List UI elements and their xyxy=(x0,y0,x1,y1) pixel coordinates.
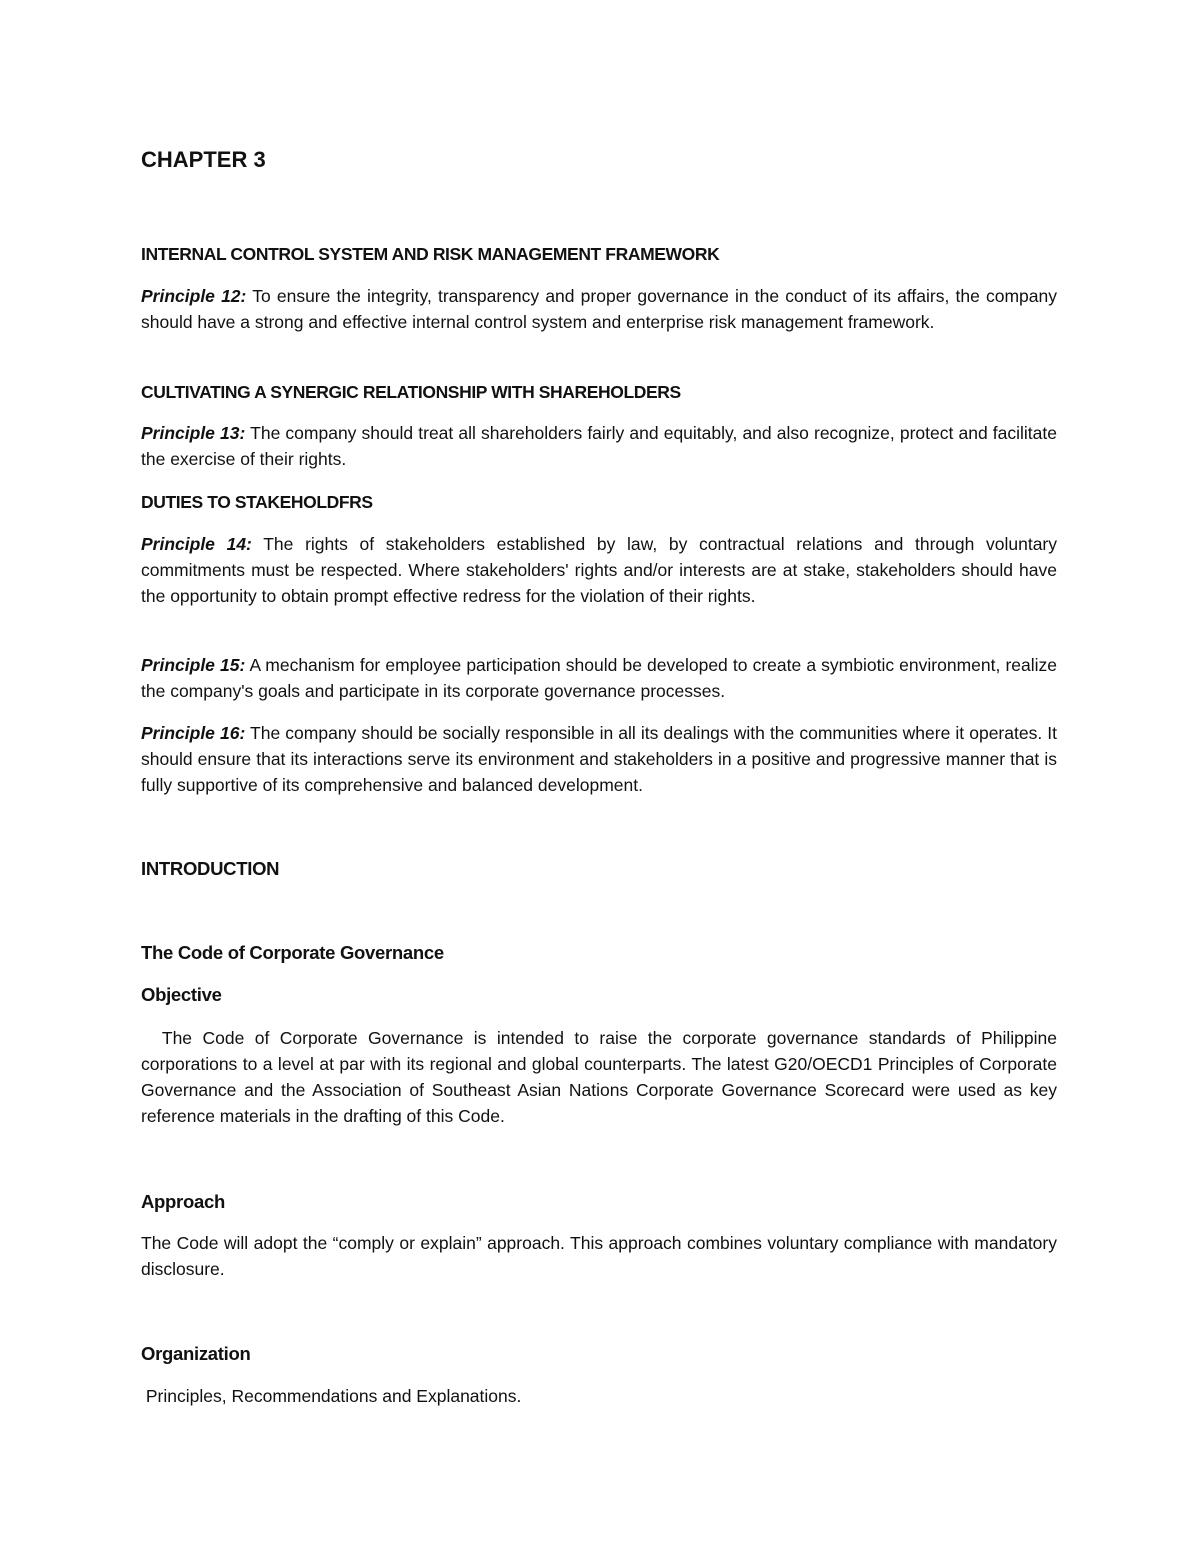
principle-13-text: The company should treat all shareholders fairly and equitably, and also recognize, protect and facilitate the exercise of their rights. xyxy=(141,423,1057,469)
principle-16-text: The company should be socially responsible in all its dealings with the communities where it operates. It should ensure that its interactions serve its environment and stakeholders in a positive and progressive manner that is fully supportive of its comprehensive and balanced development. xyxy=(141,723,1057,795)
principle-15-text: A mechanism for employee participation should be developed to create a symbiotic environment, realize the company's goals and participate in its corporate governance processes. xyxy=(141,655,1057,701)
principle-12-label: Principle 12: xyxy=(141,286,247,306)
principle-14-label: Principle 14: xyxy=(141,534,252,554)
section-heading-shareholders: CULTIVATING A SYNERGIC RELATIONSHIP WITH SHAREHOLDERS xyxy=(141,382,681,402)
principle-15-label: Principle 15: xyxy=(141,655,246,675)
principle-13-label: Principle 13: xyxy=(141,423,246,443)
principle-14 xyxy=(141,531,1057,609)
principle-16-label: Principle 16: xyxy=(141,723,246,743)
principle-12-text: To ensure the integrity, transparency and proper governance in the conduct of its affairs, the company should have a strong and effective internal control system and enterprise risk management framework. xyxy=(141,286,1057,332)
principle-15 xyxy=(141,652,1057,704)
principle-14-text: The rights of stakeholders established by law, by contractual relations and through voluntary commitments must be respected. Where stakeholders' rights and/or interests are at stake, stakeholders should have the opportunity to obtain prompt effective redress for the violation of their rights. xyxy=(141,534,1058,606)
organization-text: Principles, Recommendations and Explanations. xyxy=(141,1386,522,1406)
objective-heading: Objective xyxy=(141,984,222,1005)
objective-text: The Code of Corporate Governance is intended to raise the corporate governance standards of Philippine corporations to a level at par with its regional and global counterparts. The latest G20/OECD1 Principles of Corporate Governance and the Association of Southeast Asian Nations Corporate Governance Scorecard were used as key reference materials in the drafting of this Code. xyxy=(141,1028,1062,1126)
approach-heading: Approach xyxy=(141,1191,225,1212)
introduction-heading: INTRODUCTION xyxy=(141,858,280,879)
approach-text: The Code will adopt the “comply or explain” approach. This approach combines voluntary compliance with mandatory disclosure. xyxy=(141,1233,1057,1279)
section-heading-stakeholders: DUTIES TO STAKEHOLDFRS xyxy=(141,492,373,512)
principle-12 xyxy=(141,283,1057,335)
section-heading-internal-control: INTERNAL CONTROL SYSTEM AND RISK MANAGEMENT FRAMEWORK xyxy=(141,244,720,264)
principle-16 xyxy=(141,720,1057,798)
code-title: The Code of Corporate Governance xyxy=(141,942,444,963)
organization-heading: Organization xyxy=(141,1343,251,1364)
chapter-title: CHAPTER 3 xyxy=(141,147,266,172)
principle-13 xyxy=(141,420,1057,472)
